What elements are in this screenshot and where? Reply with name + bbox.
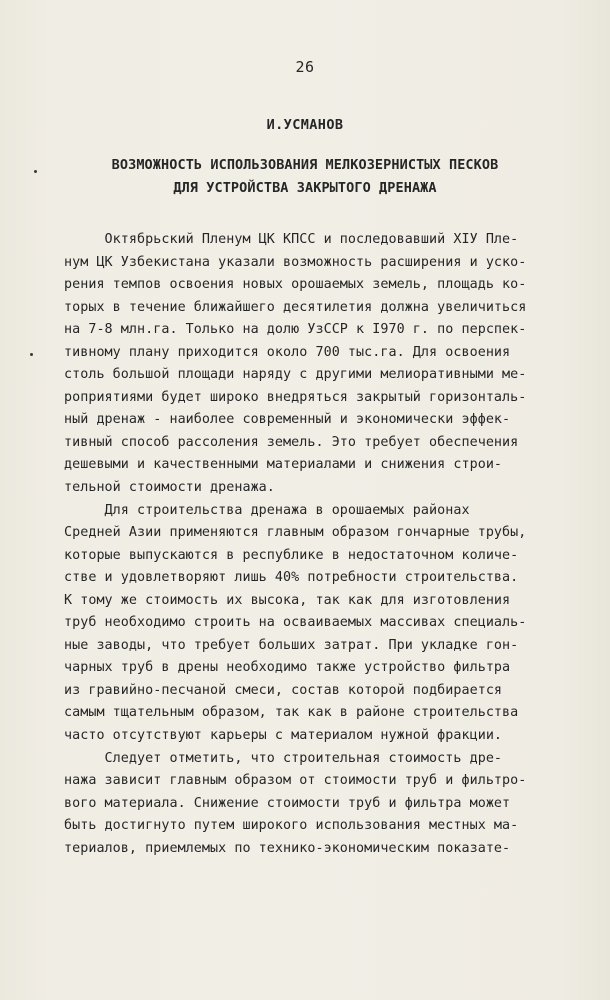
- body-line: труб необходимо строить на осваиваемых массивах специаль-: [64, 615, 527, 631]
- body-line: торых в течение ближайшего десятилетия должна увеличиться: [64, 299, 527, 315]
- body-line: териалов, приемлемых по технико-экономическим показате-: [64, 840, 511, 856]
- body-line: часто отсутствуют карьеры с материалом нужной фракции.: [64, 728, 503, 744]
- paper-speck: [30, 353, 33, 356]
- body-line: дешевыми и качественными материалами и снижения строи-: [64, 457, 503, 473]
- paper-speck: [34, 170, 37, 173]
- body-line: вого материала. Снижение стоимости труб и фильтра может: [64, 795, 511, 811]
- body-line: тельной стоимости дренажа.: [64, 480, 275, 496]
- body-line: чарных труб в дрены необходимо также устройство фильтра: [64, 660, 511, 676]
- body-line: на 7-8 млн.га. Только на долю УзССР к I970 г. по перспек-: [64, 322, 527, 338]
- article-body: [64, 229, 574, 860]
- article-title-line-2: ДЛЯ УСТРОЙСТВА ЗАКРЫТОГО ДРЕНАЖА: [173, 180, 437, 196]
- body-line: тивному плану приходится около 700 тыс.га. Для освоения: [64, 344, 511, 360]
- page-number: 26: [295, 58, 315, 76]
- body-line: столь большой площади наряду с другими мелиоративными ме-: [64, 367, 527, 383]
- body-line: нум ЦК Узбекистана указали возможность расширения и уско-: [64, 254, 527, 270]
- body-line: Октябрьский Пленум ЦК КПСС и последовавший XIУ Пле-: [64, 232, 519, 247]
- body-line: тивный способ рассоления земель. Это требует обеспечения: [64, 434, 519, 450]
- body-line: Следует отметить, что строительная стоимость дре-: [64, 750, 503, 766]
- body-line: роприятиями будет широко внедряться закрытый горизонталь-: [64, 389, 527, 405]
- body-line: быть достигнуто путем широкого использования местных ма-: [64, 818, 519, 834]
- body-line: ный дренаж - наиболее современный и экономически эффек-: [64, 412, 511, 428]
- body-line: рения темпов освоения новых орошаемых земель, площадь ко-: [64, 277, 527, 293]
- body-line: самым тщательным образом, так как в районе строительства: [64, 705, 519, 721]
- article-title-line-1: ВОЗМОЖНОСТЬ ИСПОЛЬЗОВАНИЯ МЕЛКОЗЕРНИСТЫХ ПЕСКОВ: [111, 157, 499, 173]
- body-line: Средней Азии применяются главным образом гончарные трубы,: [64, 525, 527, 541]
- body-line: которые выпускаются в республике в недостаточном количе-: [64, 547, 519, 563]
- body-line: Для строительства дренажа в орошаемых районах: [64, 502, 470, 518]
- body-line: стве и удовлетворяют лишь 40% потребности строительства.: [64, 570, 519, 586]
- body-line: ные заводы, что требует больших затрат. При укладке гон-: [64, 637, 519, 653]
- author-name: И.УСМАНОВ: [266, 117, 344, 133]
- body-line: нажа зависит главным образом от стоимости труб и фильтро-: [64, 773, 527, 789]
- body-line: из гравийно-песчаной смеси, состав которой подбирается: [64, 682, 503, 698]
- body-line: К тому же стоимость их высока, так как для изготовления: [64, 592, 511, 608]
